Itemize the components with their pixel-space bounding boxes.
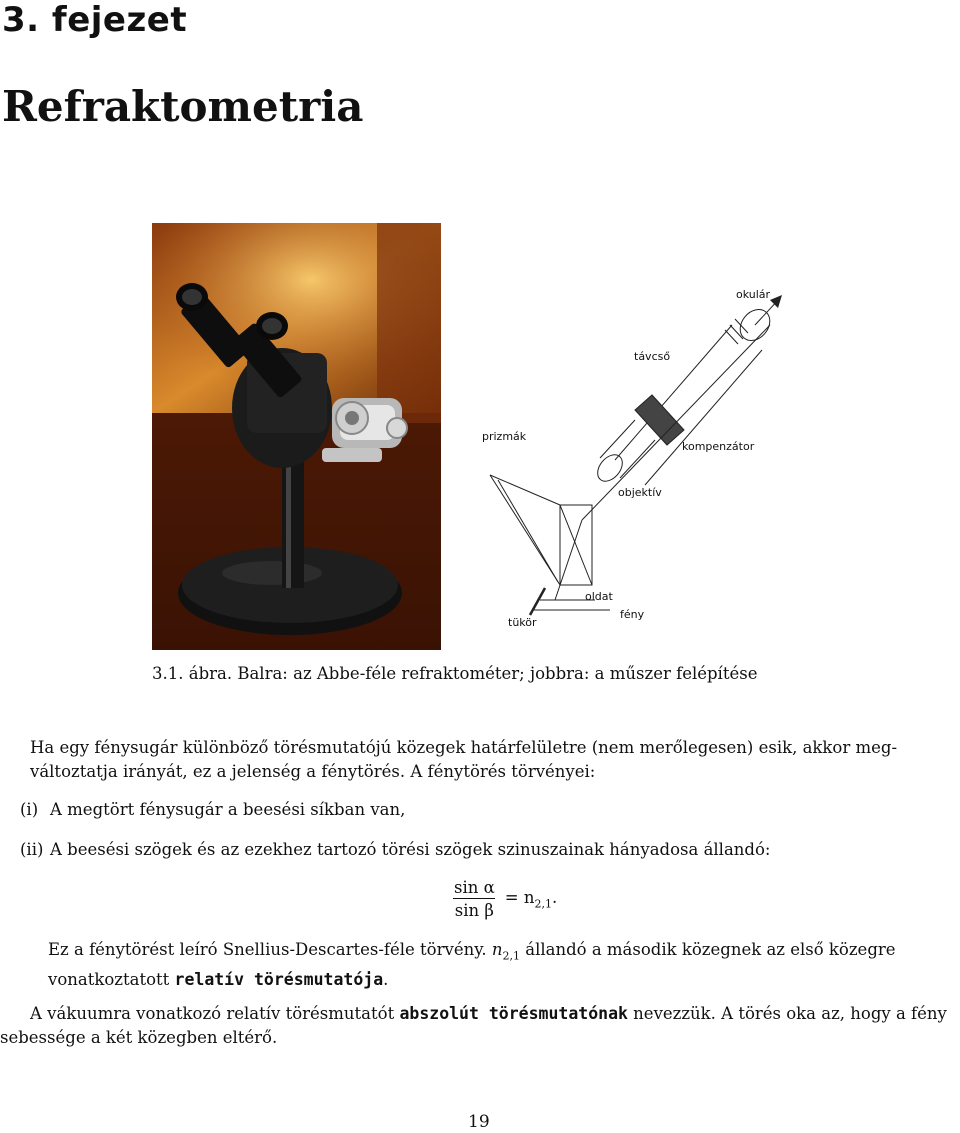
fraction (452, 878, 497, 920)
list-marker: (i) (20, 800, 39, 819)
label-okular: okulár (736, 288, 771, 301)
formula-rhs-text: = n (504, 887, 535, 907)
p2-n-subscript: 2,1 (502, 949, 520, 963)
refractometer-schematic (470, 270, 810, 650)
paragraph-intro-line2: változtatja irányát, ez a jelenség a fénytörés. A fénytörés törvényei: (30, 762, 596, 781)
paragraph-absolute (0, 1002, 960, 1050)
p2-text-before: Ez a fénytörést leíró Snellius-Descartes-féle törvény. (48, 940, 492, 959)
figure-caption: 3.1. ábra. Balra: az Abbe-féle refraktométer; jobbra: a műszer felépítése (152, 664, 758, 683)
snell-formula (452, 878, 557, 920)
label-tavcso: távcső (634, 350, 671, 363)
chapter-heading: 3. fejezet (2, 0, 188, 40)
formula-denominator: sin β (454, 901, 494, 921)
formula-end: . (551, 887, 558, 907)
list-item-text: A megtört fénysugár a beesési síkban van, (50, 800, 406, 819)
label-objektiv: objektív (618, 486, 662, 499)
paragraph-intro-line1: Ha egy fénysugár különböző törésmutatójú közegek határfelületre (nem merőlegesen) esik, akkor meg- (30, 738, 898, 757)
formula-rhs (505, 888, 557, 910)
p3-text-after: nevezzük. A törés oka az, hogy a fény sebessége a két közegben eltérő. (0, 1004, 947, 1047)
label-prizmak: prizmák (482, 430, 527, 443)
paragraph-intro (0, 736, 958, 784)
list-item (20, 800, 405, 819)
list-marker: (ii) (20, 840, 44, 859)
refractometer-photo (152, 223, 441, 650)
formula-numerator: sin α (454, 878, 495, 897)
p2-text-after: . (383, 970, 389, 990)
label-feny: fény (620, 608, 645, 621)
label-kompenzator: kompenzátor (682, 440, 755, 453)
page-title: Refraktometria (2, 82, 364, 131)
p2-bold-term: relatív törésmutatója (174, 970, 384, 990)
page-number: 19 (468, 1112, 490, 1132)
paragraph-snellius (48, 938, 960, 992)
label-tukor: tükör (508, 616, 537, 629)
p2-n-symbol: n (491, 940, 503, 959)
p2-text-mid: állandó a második közegnek az első közegre vonatkoztatott (48, 940, 896, 990)
formula-subscript: 2,1 (534, 897, 552, 911)
list-item-text: A beesési szögek és az ezekhez tartozó törési szögek szinuszainak hányadosa állandó: (50, 840, 771, 859)
p3-bold-term: abszolút törésmutatónak (399, 1004, 628, 1023)
label-oldat: oldat (585, 590, 613, 603)
p3-text-before: A vákuumra vonatkozó relatív törésmutatót (30, 1004, 400, 1023)
list-item (20, 840, 770, 859)
